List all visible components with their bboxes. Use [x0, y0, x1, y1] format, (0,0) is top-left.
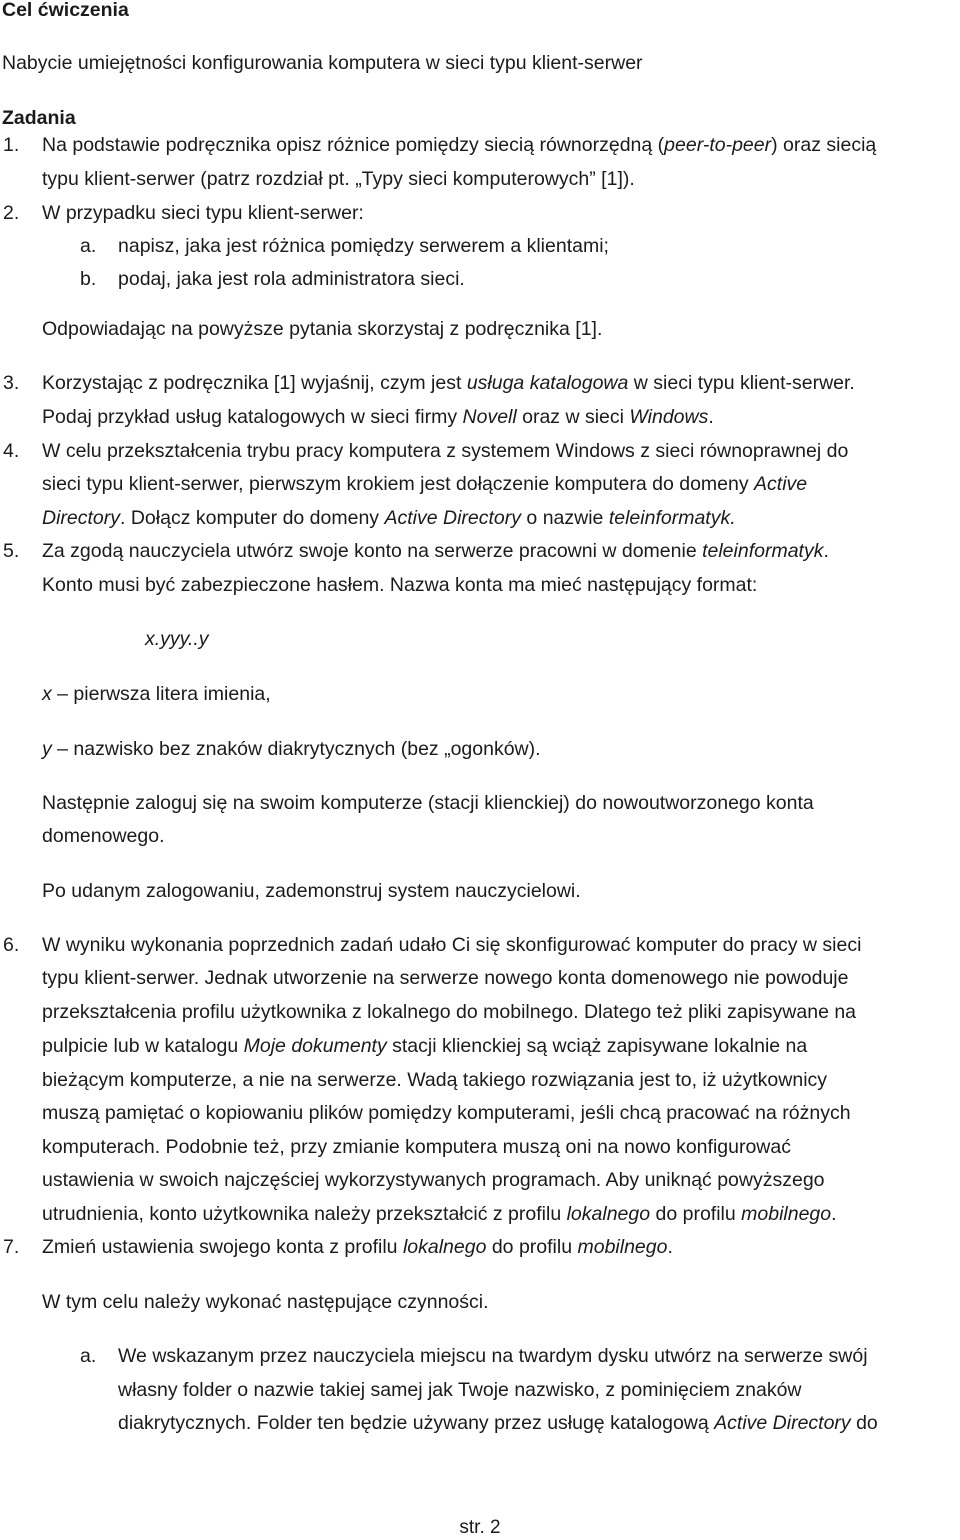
tasks-heading: Zadania [2, 107, 76, 129]
goal-text: Nabycie umiejętności konfigurowania komputera w sieci typu klient-serwer [2, 52, 643, 74]
task-4-line-2: sieci typu klient-serwer, pierwszym krokiem jest dołączenie komputera do domeny Active [42, 473, 808, 495]
task-2b-text: podaj, jaka jest rola administratora sieci. [118, 268, 465, 290]
task-6-line-7: komputerach. Podobnie też, przy zmianie komputera muszą oni na nowo konfigurować [42, 1136, 791, 1158]
format-y-description: y – nazwisko bez znaków diakrytycznych (bez „ogonków). [42, 738, 541, 760]
task-2a-marker: a. [80, 235, 97, 257]
task-7-line-1: Zmień ustawienia swojego konta z profilu lokalnego do profilu mobilnego. [42, 1236, 673, 1258]
task-4-line-1: W celu przekształcenia trybu pracy komputera z systemem Windows z sieci równoprawnej do [42, 440, 849, 462]
task-5-paragraph-1-line-1: Następnie zaloguj się na swoim komputerze (stacji klienckiej) do nowoutworzonego konta [42, 792, 814, 814]
task-6-line-4: pulpicie lub w katalogu Moje dokumenty stacji klienckiej są wciąż zapisywane lokalnie na [42, 1035, 808, 1057]
task-3-line-2: Podaj przykład usług katalogowych w sieci firmy Novell oraz w sieci Windows. [42, 406, 714, 428]
task-6-line-1: W wyniku wykonania poprzednich zadań udało Ci się skonfigurować komputer do pracy w sieci [42, 934, 862, 956]
task-3-number: 3. [3, 372, 20, 394]
task-1-line-2: typu klient-serwer (patrz rozdział pt. „Typy sieci komputerowych” [1]). [42, 168, 635, 190]
task-3-line-1: Korzystając z podręcznika [1] wyjaśnij, czym jest usługa katalogowa w sieci typu klient-serwer. [42, 372, 855, 394]
task-6-line-9: utrudnienia, konto użytkownika należy przekształcić z profilu lokalnego do profilu mobilnego. [42, 1203, 837, 1225]
task-6-line-3: przekształcenia profilu użytkownika z lokalnego do mobilnego. Dlatego też pliki zapisywane na [42, 1001, 857, 1023]
task-1-line-1: Na podstawie podręcznika opisz różnice pomiędzy siecią równorzędną (peer-to-peer) oraz siecią [42, 134, 877, 156]
task-4-line-3: Directory. Dołącz komputer do domeny Active Directory o nazwie teleinformatyk. [42, 507, 736, 529]
task-7a-line-2: własny folder o nazwie takiej samej jak Twoje nazwisko, z pominięciem znaków [118, 1379, 802, 1401]
task-2-note: Odpowiadając na powyższe pytania skorzystaj z podręcznika [1]. [42, 318, 603, 340]
task-7a-line-1: We wskazanym przez nauczyciela miejscu na twardym dysku utwórz na serwerze swój [118, 1345, 868, 1367]
task-4-number: 4. [3, 440, 20, 462]
task-5-number: 5. [3, 540, 20, 562]
task-7-line-2: W tym celu należy wykonać następujące czynności. [42, 1291, 489, 1313]
account-format: x.yyy..y [145, 628, 209, 650]
task-2a-text: napisz, jaka jest różnica pomiędzy serwerem a klientami; [118, 235, 609, 257]
task-7a-marker: a. [80, 1345, 97, 1367]
task-5-line-1: Za zgodą nauczyciela utwórz swoje konto na serwerze pracowni w domenie teleinformatyk. [42, 540, 829, 562]
format-x-description: x – pierwsza litera imienia, [42, 683, 271, 705]
task-6-line-6: muszą pamiętać o kopiowaniu plików pomiędzy komputerami, jeśli chcą pracować na różnych [42, 1102, 851, 1124]
task-1-number: 1. [3, 134, 20, 156]
task-5-line-2: Konto musi być zabezpieczone hasłem. Nazwa konta ma mieć następujący format: [42, 574, 758, 596]
task-2-line-1: W przypadku sieci typu klient-serwer: [42, 202, 364, 224]
task-6-line-5: bieżącym komputerze, a nie na serwerze. Wadą takiego rozwiązania jest to, iż użytkownicy [42, 1069, 828, 1091]
task-7-number: 7. [3, 1236, 20, 1258]
goal-heading: Cel ćwiczenia [2, 0, 129, 21]
task-6-line-2: typu klient-serwer. Jednak utworzenie na serwerze nowego konta domenowego nie powoduje [42, 967, 849, 989]
task-2-number: 2. [3, 202, 20, 224]
task-7a-line-3: diakrytycznych. Folder ten będzie używany przez usługę katalogową Active Directory do [118, 1412, 878, 1434]
task-6-line-8: ustawienia w swoich najczęściej wykorzystywanych programach. Aby uniknąć powyższego [42, 1169, 825, 1191]
task-2b-marker: b. [80, 268, 97, 290]
task-5-paragraph-2: Po udanym zalogowaniu, zademonstruj system nauczycielowi. [42, 880, 581, 902]
task-6-number: 6. [3, 934, 20, 956]
page-number: str. 2 [459, 1517, 501, 1538]
task-5-paragraph-1-line-2: domenowego. [42, 825, 165, 847]
